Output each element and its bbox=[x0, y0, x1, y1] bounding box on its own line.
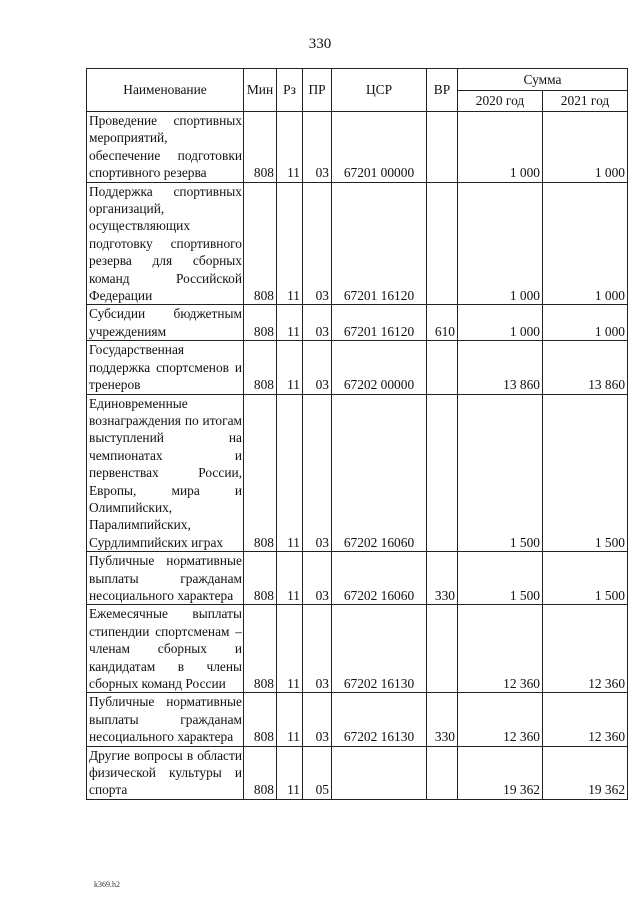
row-min: 808 bbox=[244, 605, 277, 693]
row-rz: 11 bbox=[277, 182, 303, 305]
row-name: Поддержка спортивных организаций, осуществляющих подготовку спортивного резерва для сборных команд Российской Федерации bbox=[87, 182, 244, 305]
row-csr: 67202 00000 bbox=[332, 341, 427, 394]
row-pr: 03 bbox=[303, 341, 332, 394]
row-amount-2020: 1 000 bbox=[458, 305, 543, 341]
header-sum: Сумма bbox=[458, 69, 628, 91]
row-rz: 11 bbox=[277, 341, 303, 394]
row-min: 808 bbox=[244, 746, 277, 799]
footer-code: k369.h2 bbox=[94, 880, 120, 889]
page-number: 330 bbox=[308, 36, 332, 52]
row-amount-2020: 12 360 bbox=[458, 693, 543, 746]
row-name: Публичные нормативные выплаты гражданам несоциального характера bbox=[87, 552, 244, 605]
row-vr: 610 bbox=[427, 305, 458, 341]
row-amount-2020: 1 500 bbox=[458, 394, 543, 552]
row-amount-2020: 1 500 bbox=[458, 552, 543, 605]
row-rz: 11 bbox=[277, 394, 303, 552]
row-pr: 03 bbox=[303, 605, 332, 693]
row-min: 808 bbox=[244, 693, 277, 746]
row-amount-2021: 1 000 bbox=[543, 305, 628, 341]
row-amount-2021: 1 000 bbox=[543, 182, 628, 305]
row-amount-2020: 19 362 bbox=[458, 746, 543, 799]
row-amount-2021: 1 500 bbox=[543, 552, 628, 605]
header-year-2021: 2021 год bbox=[543, 91, 628, 112]
row-amount-2020: 1 000 bbox=[458, 182, 543, 305]
table-row bbox=[87, 746, 628, 799]
header-rz: Рз bbox=[277, 69, 303, 112]
row-vr: 330 bbox=[427, 693, 458, 746]
row-amount-2021: 1 500 bbox=[543, 394, 628, 552]
header-year-2020: 2020 год bbox=[458, 91, 543, 112]
row-vr bbox=[427, 394, 458, 552]
table-body bbox=[87, 112, 628, 800]
row-vr: 330 bbox=[427, 552, 458, 605]
row-pr: 03 bbox=[303, 182, 332, 305]
table-row bbox=[87, 112, 628, 183]
table-row bbox=[87, 341, 628, 394]
row-min: 808 bbox=[244, 341, 277, 394]
row-pr: 03 bbox=[303, 693, 332, 746]
row-name: Проведение спортивных мероприятий, обеспечение подготовки спортивного резерва bbox=[87, 112, 244, 183]
row-min: 808 bbox=[244, 552, 277, 605]
row-csr: 67201 16120 bbox=[332, 182, 427, 305]
table-row bbox=[87, 693, 628, 746]
row-name: Другие вопросы в области физической культуры и спорта bbox=[87, 746, 244, 799]
budget-table bbox=[86, 68, 628, 800]
row-pr: 03 bbox=[303, 305, 332, 341]
table-row bbox=[87, 394, 628, 552]
row-name: Единовременные вознаграждения по итогам выступлений на чемпионатах и первенствах России, Европы, мира и Олимпийских, Паралимпийских, Сурдлимпийских играх bbox=[87, 394, 244, 552]
row-min: 808 bbox=[244, 394, 277, 552]
header-vr: ВР bbox=[427, 69, 458, 112]
row-amount-2020: 13 860 bbox=[458, 341, 543, 394]
row-csr: 67202 16060 bbox=[332, 394, 427, 552]
row-pr: 05 bbox=[303, 746, 332, 799]
row-pr: 03 bbox=[303, 552, 332, 605]
header-csr: ЦСР bbox=[332, 69, 427, 112]
row-rz: 11 bbox=[277, 112, 303, 183]
row-csr: 67202 16130 bbox=[332, 693, 427, 746]
row-rz: 11 bbox=[277, 693, 303, 746]
row-amount-2020: 12 360 bbox=[458, 605, 543, 693]
row-rz: 11 bbox=[277, 605, 303, 693]
row-vr bbox=[427, 341, 458, 394]
row-rz: 11 bbox=[277, 552, 303, 605]
row-min: 808 bbox=[244, 182, 277, 305]
row-csr: 67202 16060 bbox=[332, 552, 427, 605]
table-row bbox=[87, 605, 628, 693]
row-min: 808 bbox=[244, 305, 277, 341]
header-min: Мин bbox=[244, 69, 277, 112]
row-rz: 11 bbox=[277, 305, 303, 341]
table-row bbox=[87, 305, 628, 341]
row-csr: 67201 00000 bbox=[332, 112, 427, 183]
row-vr bbox=[427, 112, 458, 183]
row-amount-2020: 1 000 bbox=[458, 112, 543, 183]
row-amount-2021: 13 860 bbox=[543, 341, 628, 394]
table-header bbox=[87, 69, 628, 112]
row-name: Субсидии бюджетным учреждениям bbox=[87, 305, 244, 341]
row-vr bbox=[427, 605, 458, 693]
row-pr: 03 bbox=[303, 394, 332, 552]
table-row bbox=[87, 182, 628, 305]
row-csr bbox=[332, 746, 427, 799]
row-name: Государственная поддержка спортсменов и тренеров bbox=[87, 341, 244, 394]
header-name: Наименование bbox=[87, 69, 244, 112]
row-csr: 67202 16130 bbox=[332, 605, 427, 693]
row-amount-2021: 12 360 bbox=[543, 605, 628, 693]
row-name: Ежемесячные выплаты стипендии спортсменам – членам сборных и кандидатам в члены сборных команд России bbox=[87, 605, 244, 693]
row-csr: 67201 16120 bbox=[332, 305, 427, 341]
row-pr: 03 bbox=[303, 112, 332, 183]
row-rz: 11 bbox=[277, 746, 303, 799]
row-amount-2021: 1 000 bbox=[543, 112, 628, 183]
row-min: 808 bbox=[244, 112, 277, 183]
row-name: Публичные нормативные выплаты гражданам несоциального характера bbox=[87, 693, 244, 746]
table-row bbox=[87, 552, 628, 605]
row-vr bbox=[427, 182, 458, 305]
row-amount-2021: 19 362 bbox=[543, 746, 628, 799]
row-vr bbox=[427, 746, 458, 799]
header-pr: ПР bbox=[303, 69, 332, 112]
row-amount-2021: 12 360 bbox=[543, 693, 628, 746]
